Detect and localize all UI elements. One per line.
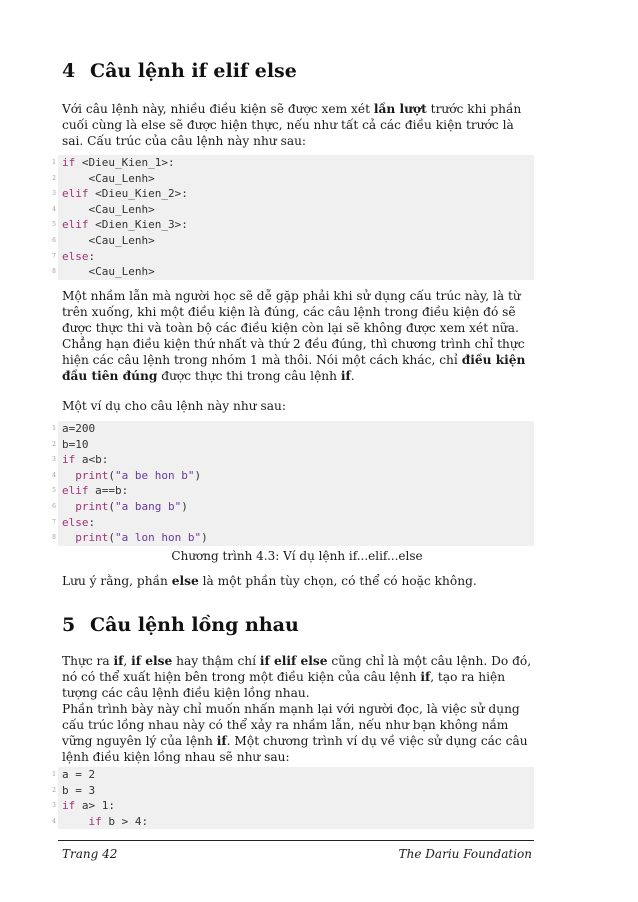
line-number: 7 xyxy=(52,518,56,526)
text: Một nhầm lẫn mà người học sẽ dễ gặp phải khi sử dụng cấu trúc này, là từ trên xuống, khi một điều kiện là đúng, các câu lệnh trong điều kiện đó sẽ được thực thi và toàn bộ các điều kiện còn lại sẽ không được xem xét nữa. Chẳng hạn điều kiện thứ nhất và thứ 2 đều đúng, thì chương trình chỉ thực hiện các câu lệnh trong nhóm 1 mà thôi. Nói một cách khác, chỉ xyxy=(62,289,525,367)
code-line xyxy=(52,499,534,515)
line-number: 8 xyxy=(52,534,56,542)
line-number: 5 xyxy=(52,487,56,495)
code-line xyxy=(52,783,534,799)
section-5-paragraph-2 xyxy=(62,701,532,765)
code-text: <Cau_Lenh> xyxy=(62,233,155,247)
text: Phần trình bày này chỉ muốn nhấn mạnh lại với người đọc, là việc sử dụng cấu trúc lồng nhau này có thể xảy ra nhầm lẫn, nếu như bạn không nắm vững nguyên lý của lệnh xyxy=(62,702,520,748)
line-number: 6 xyxy=(52,502,56,510)
bold-text: if xyxy=(340,369,351,383)
code-line xyxy=(52,767,534,783)
bold-text: lần lượt xyxy=(373,102,427,116)
code-line xyxy=(52,264,534,280)
code-text: b=10 xyxy=(62,437,89,451)
section-title: Câu lệnh lồng nhau xyxy=(90,614,299,636)
code-line xyxy=(52,249,534,265)
text: là một phần tùy chọn, có thể có hoặc không. xyxy=(198,574,477,588)
code-text: elif <Dien_Kien_3>: xyxy=(62,218,188,232)
code-text: if a<b: xyxy=(62,453,109,467)
text: Với câu lệnh này, nhiều điều kiện sẽ được xem xét xyxy=(62,102,374,116)
bold-text: if xyxy=(420,670,431,684)
section-5-paragraph-1 xyxy=(62,653,532,701)
code-text: print("a bang b") xyxy=(75,499,188,513)
code-text: else: xyxy=(62,515,96,529)
line-number: 4 xyxy=(52,817,56,825)
section-4-intro xyxy=(62,101,532,149)
line-number: 2 xyxy=(52,440,56,448)
bold-text: if xyxy=(113,654,124,668)
code-line xyxy=(52,202,534,218)
text: được thực thi trong câu lệnh xyxy=(157,369,341,383)
code-line xyxy=(52,233,534,249)
line-number: 2 xyxy=(52,174,56,182)
line-number: 4 xyxy=(52,205,56,213)
section-title: Câu lệnh if elif else xyxy=(90,60,297,82)
code-line xyxy=(52,814,534,830)
text: trước khi phần cuối cùng là else sẽ được hiện thực, nếu như tất cả các điều kiện trước là sai. Cấu trúc của câu lệnh này như sau: xyxy=(62,102,522,148)
section-4-note xyxy=(62,573,532,589)
text: Lưu ý rằng, phần xyxy=(62,574,172,588)
code-text: print("a be hon b") xyxy=(75,468,202,482)
line-number: 1 xyxy=(52,425,56,432)
code-line xyxy=(52,530,534,546)
code-line xyxy=(52,483,534,499)
code-text: a=200 xyxy=(62,422,96,435)
code-text: a = 2 xyxy=(62,768,96,781)
text: . xyxy=(350,369,355,383)
code-line xyxy=(52,155,534,171)
line-number: 8 xyxy=(52,268,56,276)
code-line xyxy=(52,452,534,468)
bold-text: else xyxy=(171,574,199,588)
footer-page-number: Trang 42 xyxy=(62,847,118,861)
code-block-syntax xyxy=(52,155,534,280)
line-number: 4 xyxy=(52,471,56,479)
line-number: 7 xyxy=(52,252,56,260)
line-number: 2 xyxy=(52,786,56,794)
section-number: 5 xyxy=(62,614,76,636)
line-number: 3 xyxy=(52,802,56,810)
code-block-example xyxy=(52,421,534,546)
code-text: <Cau_Lenh> xyxy=(62,265,155,279)
code-text: else: xyxy=(62,249,96,263)
code-text: <Cau_Lenh> xyxy=(62,171,155,185)
code-text: <Cau_Lenh> xyxy=(62,202,155,216)
section-4-paragraph-2 xyxy=(62,288,532,384)
code-line xyxy=(52,421,534,437)
text: hay thậm chí xyxy=(172,654,260,668)
line-number: 5 xyxy=(52,221,56,229)
text: cũng chỉ là một câu lệnh. Do đó, nó có thể xuất hiện bên trong một điều kiện của câu lệnh xyxy=(62,654,532,684)
bold-text: if xyxy=(216,734,227,748)
line-number: 1 xyxy=(52,159,56,166)
code-line xyxy=(52,468,534,484)
code-text: elif <Dieu_Kien_2>: xyxy=(62,187,188,201)
text: . Một chương trình ví dụ về việc sử dụng các câu lệnh điều kiện lồng nhau sẽ như sau: xyxy=(62,734,528,764)
section-number: 4 xyxy=(62,60,76,82)
footer-publisher: The Dariu Foundation xyxy=(398,847,532,861)
bold-text: điều kiện đầu tiên đúng xyxy=(62,353,526,383)
line-number: 6 xyxy=(52,236,56,244)
line-number: 1 xyxy=(52,771,56,778)
code-line xyxy=(52,437,534,453)
line-number: 3 xyxy=(52,456,56,464)
code-text: if a> 1: xyxy=(62,799,115,813)
code-text: if <Dieu_Kien_1>: xyxy=(62,156,175,169)
text: , tạo ra hiện tượng các câu lệnh điều kiện lồng nhau. xyxy=(62,670,506,700)
section-4-heading xyxy=(62,60,297,82)
code-line xyxy=(52,171,534,187)
code-line xyxy=(52,515,534,531)
code-text: if b > 4: xyxy=(88,814,149,828)
code-block-nested xyxy=(52,767,534,829)
footer-divider xyxy=(58,840,534,841)
bold-text: if elif else xyxy=(259,654,328,668)
bold-text: if else xyxy=(131,654,173,668)
code-text: print("a lon hon b") xyxy=(75,531,208,545)
code-caption: Chương trình 4.3: Ví dụ lệnh if...elif...else xyxy=(171,549,423,563)
section-4-paragraph-3: Một ví dụ cho câu lệnh này như sau: xyxy=(62,399,286,413)
code-line xyxy=(52,217,534,233)
code-text: elif a==b: xyxy=(62,484,129,498)
code-line xyxy=(52,186,534,202)
code-line xyxy=(52,798,534,814)
code-text: b = 3 xyxy=(62,783,96,797)
text: , xyxy=(123,654,132,668)
line-number: 3 xyxy=(52,190,56,198)
text: Thực ra xyxy=(62,654,114,668)
section-5-heading xyxy=(62,614,299,636)
